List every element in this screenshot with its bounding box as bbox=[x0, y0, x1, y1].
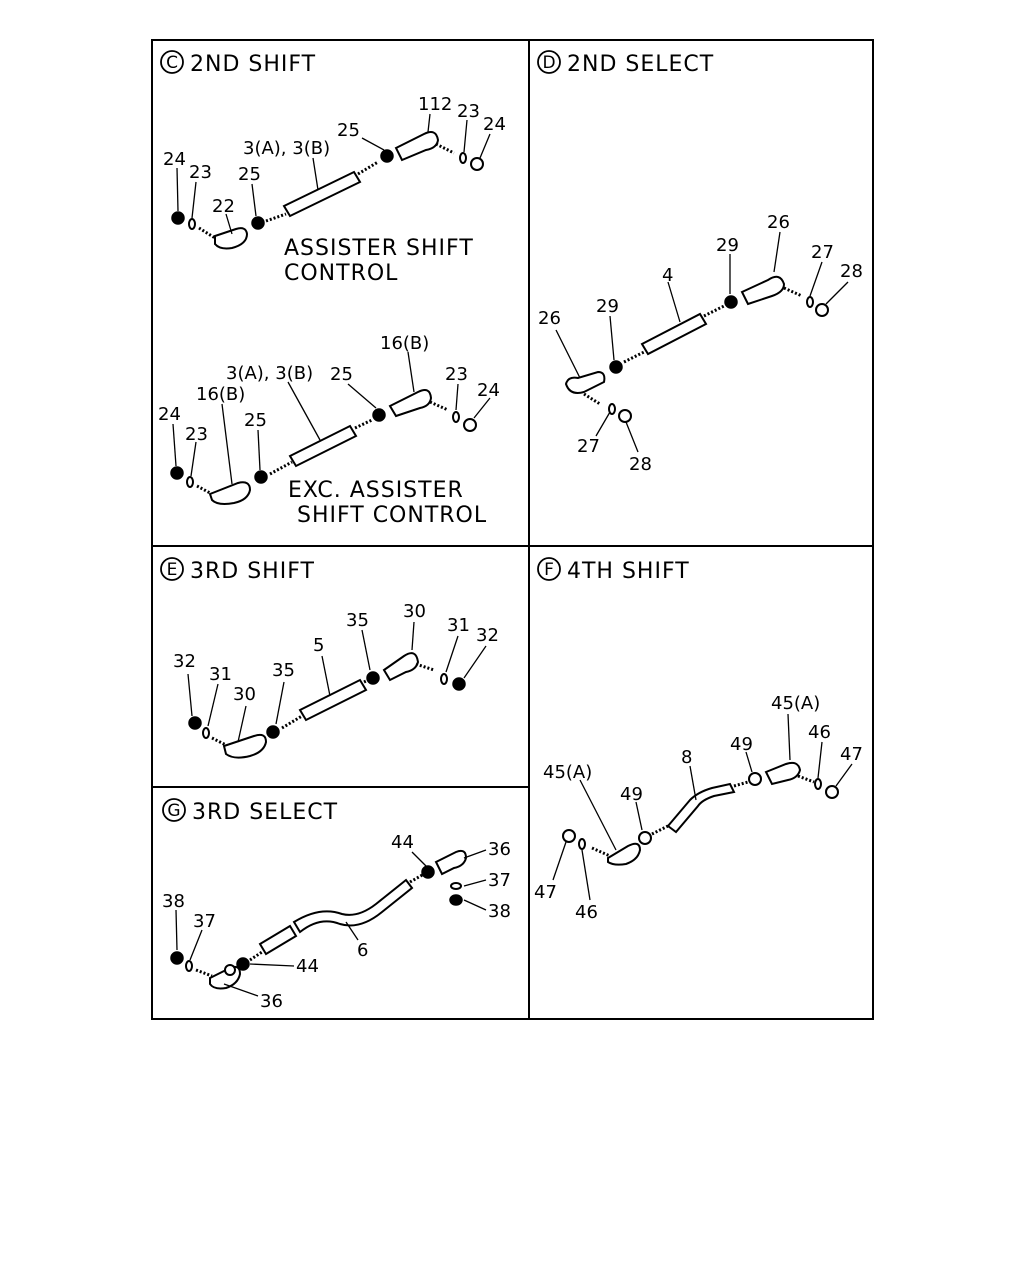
locknut-part bbox=[610, 361, 622, 373]
locknut-part bbox=[225, 965, 235, 975]
callout-label: 27 bbox=[577, 436, 600, 457]
callout-label: 49 bbox=[730, 734, 753, 755]
exc-assister-note-line2: SHIFT CONTROL bbox=[297, 503, 488, 528]
locknut-part bbox=[367, 672, 379, 684]
callout-label: 32 bbox=[173, 651, 196, 672]
assister-note-line1: ASSISTER SHIFT bbox=[284, 236, 474, 261]
exc-assister-callouts bbox=[158, 333, 500, 484]
panel-f-badge-letter: F bbox=[544, 560, 554, 580]
washer-part bbox=[441, 674, 447, 684]
callout-label: 25 bbox=[330, 364, 353, 385]
rod-end-part bbox=[396, 132, 438, 160]
locknut-part bbox=[252, 217, 264, 229]
nut-part bbox=[619, 410, 631, 422]
rod-end-part bbox=[608, 844, 640, 865]
callout-label: 16(B) bbox=[196, 384, 246, 405]
panel-c-badge-letter: C bbox=[166, 53, 178, 73]
panel-e-badge bbox=[161, 558, 183, 580]
callout-label: 28 bbox=[629, 454, 652, 475]
callout-label: 45(A) bbox=[543, 762, 593, 783]
callout-label: 22 bbox=[212, 196, 235, 217]
panel-g-title: 3RD SELECT bbox=[192, 800, 339, 825]
diagram-frame bbox=[152, 40, 873, 1019]
washer-part bbox=[807, 297, 813, 307]
4th-shift-rod-assembly bbox=[563, 763, 838, 865]
callout-label: 46 bbox=[808, 722, 831, 743]
callout-label: 49 bbox=[620, 784, 643, 805]
callout-label: 24 bbox=[158, 404, 181, 425]
callout-label: 25 bbox=[238, 164, 261, 185]
callout-label: 25 bbox=[244, 410, 267, 431]
callout-label: 24 bbox=[477, 380, 500, 401]
rod-end-part bbox=[742, 277, 784, 304]
nut-part bbox=[171, 467, 183, 479]
callout-label: 32 bbox=[476, 625, 499, 646]
callout-label: 47 bbox=[534, 882, 557, 903]
panel-g-3rd-select bbox=[162, 799, 511, 1012]
callout-label: 44 bbox=[391, 832, 414, 853]
washer-part bbox=[203, 728, 209, 738]
cranked-select-rod-part bbox=[294, 880, 412, 932]
rod-end-part bbox=[566, 372, 604, 393]
panel-e-title: 3RD SHIFT bbox=[190, 559, 315, 584]
washer-part bbox=[453, 412, 459, 422]
washer-part bbox=[189, 219, 195, 229]
panel-c-title: 2ND SHIFT bbox=[190, 52, 317, 77]
callout-label: 29 bbox=[596, 296, 619, 317]
washer-part bbox=[451, 883, 461, 889]
callout-label: 37 bbox=[488, 870, 511, 891]
rod-end-part bbox=[436, 851, 466, 874]
callout-label: 26 bbox=[538, 308, 561, 329]
locknut-part bbox=[725, 296, 737, 308]
rod-end-part bbox=[766, 763, 800, 784]
washer-part bbox=[815, 779, 821, 789]
locknut-part bbox=[381, 150, 393, 162]
shift-rod-part bbox=[290, 426, 356, 466]
panel-d-badge-letter: D bbox=[542, 53, 556, 73]
locknut-part bbox=[639, 832, 651, 844]
exc-assister-note-line1: EXC. ASSISTER bbox=[288, 478, 464, 503]
callout-label: 4 bbox=[662, 265, 674, 286]
washer-part bbox=[460, 153, 466, 163]
panel-f-title: 4TH SHIFT bbox=[567, 559, 690, 584]
callout-label: 30 bbox=[233, 684, 256, 705]
callout-label: 44 bbox=[296, 956, 319, 977]
rod-end-part bbox=[384, 653, 418, 680]
callout-label: 16(B) bbox=[380, 333, 430, 354]
nut-part bbox=[171, 952, 183, 964]
locknut-part bbox=[373, 409, 385, 421]
assister-note-line2: CONTROL bbox=[284, 261, 399, 286]
callout-label: 23 bbox=[189, 162, 212, 183]
callout-label: 3(A), 3(B) bbox=[243, 138, 331, 159]
nut-part bbox=[453, 678, 465, 690]
callout-label: 37 bbox=[193, 911, 216, 932]
panel-f-4th-shift bbox=[534, 558, 863, 923]
callout-label: 27 bbox=[811, 242, 834, 263]
nut-part bbox=[464, 419, 476, 431]
nut-part bbox=[172, 212, 184, 224]
panel-g-badge bbox=[163, 799, 185, 821]
callout-label: 23 bbox=[445, 364, 468, 385]
callout-label: 47 bbox=[840, 744, 863, 765]
callout-label: 28 bbox=[840, 261, 863, 282]
callout-label: 38 bbox=[162, 891, 185, 912]
locknut-part bbox=[267, 726, 279, 738]
locknut-part bbox=[749, 773, 761, 785]
callout-label: 112 bbox=[418, 94, 453, 115]
nut-part bbox=[563, 830, 575, 842]
locknut-part bbox=[255, 471, 267, 483]
callout-label: 29 bbox=[716, 235, 739, 256]
cranked-shift-rod-part bbox=[668, 784, 734, 832]
callout-label: 38 bbox=[488, 901, 511, 922]
callout-label: 31 bbox=[447, 615, 470, 636]
callout-label: 23 bbox=[185, 424, 208, 445]
panel-c-2nd-shift bbox=[158, 51, 506, 528]
callout-label: 30 bbox=[403, 601, 426, 622]
callout-label: 36 bbox=[260, 991, 283, 1012]
callout-label: 3(A), 3(B) bbox=[226, 363, 314, 384]
nut-part bbox=[826, 786, 838, 798]
panel-c-badge bbox=[161, 51, 183, 73]
rod-end-part bbox=[210, 482, 250, 504]
panel-e-badge-letter: E bbox=[166, 560, 178, 580]
callout-label: 35 bbox=[346, 610, 369, 631]
select-rod-sleeve-part bbox=[260, 926, 296, 954]
washer-part bbox=[187, 477, 193, 487]
callout-label: 46 bbox=[575, 902, 598, 923]
callout-label: 35 bbox=[272, 660, 295, 681]
panel-d-2nd-select bbox=[538, 51, 863, 475]
callout-label: 6 bbox=[357, 940, 369, 961]
callout-label: 45(A) bbox=[771, 693, 821, 714]
rod-end-part bbox=[224, 735, 266, 758]
4th-shift-callouts bbox=[534, 693, 863, 923]
panel-d-badge bbox=[538, 51, 560, 73]
nut-part bbox=[450, 895, 462, 905]
washer-part bbox=[186, 961, 192, 971]
assister-callouts bbox=[163, 94, 506, 234]
callout-label: 25 bbox=[337, 120, 360, 141]
panel-g-badge-letter: G bbox=[167, 801, 181, 821]
select-callouts bbox=[538, 212, 863, 475]
select-rod-part bbox=[642, 314, 706, 354]
callout-label: 24 bbox=[483, 114, 506, 135]
callout-label: 31 bbox=[209, 664, 232, 685]
3rd-shift-callouts bbox=[173, 601, 499, 742]
locknut-part bbox=[237, 958, 249, 970]
callout-label: 24 bbox=[163, 149, 186, 170]
washer-part bbox=[579, 839, 585, 849]
callout-label: 26 bbox=[767, 212, 790, 233]
locknut-part bbox=[422, 866, 434, 878]
shift-rod-part bbox=[300, 680, 366, 720]
panel-d-title: 2ND SELECT bbox=[567, 52, 715, 77]
nut-part bbox=[189, 717, 201, 729]
panel-e-3rd-shift bbox=[161, 558, 499, 758]
callout-label: 8 bbox=[681, 747, 693, 768]
callout-label: 5 bbox=[313, 635, 325, 656]
callout-label: 36 bbox=[488, 839, 511, 860]
nut-part bbox=[816, 304, 828, 316]
nut-part bbox=[471, 158, 483, 170]
panel-f-badge bbox=[538, 558, 560, 580]
shift-rod-part bbox=[284, 172, 360, 216]
rod-end-part bbox=[390, 390, 431, 416]
callout-label: 23 bbox=[457, 101, 480, 122]
